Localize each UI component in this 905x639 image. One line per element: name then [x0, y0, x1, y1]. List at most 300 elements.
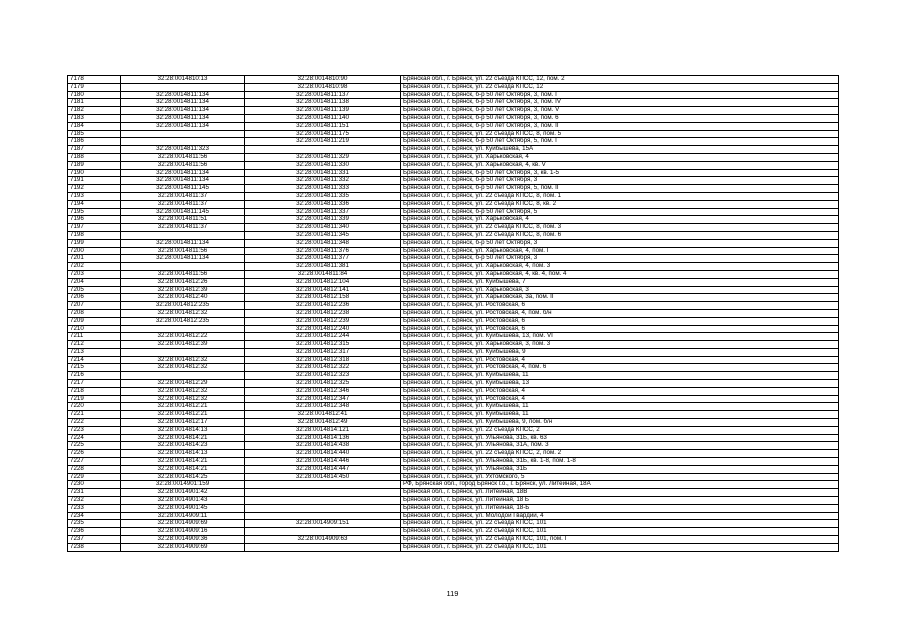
- table-row: [68, 419, 839, 427]
- address-cell: Брянская обл., г. Брянск, ул. Харьковская, 4: [401, 153, 839, 161]
- object-number-cell: 32:28:0014812:315: [245, 341, 401, 349]
- address-cell: Брянская обл., г. Брянск, ул. 22 съезда КПСС, 8, пом. 1: [401, 192, 839, 200]
- address-cell: Брянская обл., г. Брянск, ул. Харьковская, 4, кв. V: [401, 161, 839, 169]
- table-row: [68, 130, 839, 138]
- address-cell: Брянская обл., г. Брянск, ул. Ухтомского, 5: [401, 473, 839, 481]
- table-row: [68, 442, 839, 450]
- object-number-cell: 32:28:0014811:137: [245, 91, 401, 99]
- row-number-cell: 7210: [68, 325, 121, 333]
- row-number-cell: 7213: [68, 348, 121, 356]
- parcel-number-cell: [121, 231, 245, 239]
- parcel-number-cell: [121, 130, 245, 138]
- row-number-cell: 7195: [68, 208, 121, 216]
- row-number-cell: 7216: [68, 372, 121, 380]
- row-number-cell: 7227: [68, 458, 121, 466]
- address-cell: Брянская обл., г. Брянск, ул. Куйбышева, 13: [401, 380, 839, 388]
- row-number-cell: 7233: [68, 504, 121, 512]
- row-number-cell: 7189: [68, 161, 121, 169]
- object-number-cell: 32:28:0014814:440: [245, 450, 401, 458]
- table-row: [68, 177, 839, 185]
- address-cell: Брянская обл., г. Брянск, ул. Ульянова, 31Б, кв. 63: [401, 434, 839, 442]
- address-cell: Брянская обл., г. Брянск, ул. Ростовская, 4: [401, 387, 839, 395]
- row-number-cell: 7206: [68, 294, 121, 302]
- object-number-cell: 32:28:0014812:104: [245, 278, 401, 286]
- address-cell: Брянская обл., г. Брянск, ул. Куйбышева, 9, пом. б/н: [401, 419, 839, 427]
- object-number-cell: 32:28:0014811:333: [245, 185, 401, 193]
- table-row: [68, 403, 839, 411]
- table-row: [68, 263, 839, 271]
- object-number-cell: 32:28:0014812:41: [245, 411, 401, 419]
- row-number-cell: 7225: [68, 442, 121, 450]
- address-cell: Брянская обл., г. Брянск, ул. 22 съезда КПСС, 8, пом. 5: [401, 130, 839, 138]
- cadastral-table: [67, 75, 839, 552]
- row-number-cell: 7219: [68, 395, 121, 403]
- address-cell: Брянская обл., г. Брянск, ул. Харьковская, 4: [401, 216, 839, 224]
- parcel-number-cell: 32:28:0014812:32: [121, 387, 245, 395]
- object-number-cell: [245, 481, 401, 489]
- address-cell: Брянская обл., г. Брянск, ул. Ульянова, 31Б, кв. 1-8, пом. 1-8: [401, 458, 839, 466]
- parcel-number-cell: 32:28:0014810:13: [121, 76, 245, 84]
- row-number-cell: 7224: [68, 434, 121, 442]
- row-number-cell: 7190: [68, 169, 121, 177]
- table-row: [68, 473, 839, 481]
- table-row: [68, 286, 839, 294]
- table-row: [68, 333, 839, 341]
- parcel-number-cell: 32:28:0014811:134: [121, 169, 245, 177]
- parcel-number-cell: 32:28:0014811:37: [121, 224, 245, 232]
- object-number-cell: [245, 497, 401, 505]
- address-cell: Брянская обл., г. Брянск, ул. 22 съезда КПСС, 12, пом. 2: [401, 76, 839, 84]
- address-cell: Брянская обл., г. Брянск, б-р 50 лет Октября, 5: [401, 208, 839, 216]
- object-number-cell: [245, 146, 401, 154]
- object-number-cell: 32:28:0014909:63: [245, 536, 401, 544]
- parcel-number-cell: [121, 83, 245, 91]
- parcel-number-cell: 32:28:0014814:13: [121, 426, 245, 434]
- address-cell: Брянская обл., г. Брянск, ул. 22 съезда КПСС, 12: [401, 83, 839, 91]
- object-number-cell: 32:28:0014812:236: [245, 302, 401, 310]
- table-row: [68, 153, 839, 161]
- parcel-number-cell: 32:28:0014811:145: [121, 208, 245, 216]
- table-row: [68, 364, 839, 372]
- address-cell: Брянская обл., г. Брянск, ул. 22 съезда КПСС, 8, кв. 2: [401, 200, 839, 208]
- row-number-cell: 7226: [68, 450, 121, 458]
- table-row: [68, 161, 839, 169]
- address-cell: Брянская обл., г. Брянск, б-р 50 лет Октября, 3: [401, 255, 839, 263]
- parcel-number-cell: 32:28:0014811:56: [121, 247, 245, 255]
- table-row: [68, 99, 839, 107]
- address-cell: Брянская обл., г. Брянск, ул. 22 съезда КПСС, 101: [401, 520, 839, 528]
- parcel-number-cell: 32:28:0014812:26: [121, 278, 245, 286]
- object-number-cell: 32:28:0014814:447: [245, 465, 401, 473]
- object-number-cell: 32:28:0014811:381: [245, 263, 401, 271]
- address-cell: Брянская обл., г. Брянск, ул. Харьковская, 3: [401, 286, 839, 294]
- row-number-cell: 7221: [68, 411, 121, 419]
- address-cell: Брянская обл., г. Брянск, б-р 50 лет Октября, 3, пом. V: [401, 107, 839, 115]
- parcel-number-cell: 32:28:0014814:21: [121, 465, 245, 473]
- row-number-cell: 7215: [68, 364, 121, 372]
- object-number-cell: 32:28:0014812:244: [245, 333, 401, 341]
- table-row: [68, 114, 839, 122]
- address-cell: Брянская обл., г. Брянск, ул. Куйбышева, 9: [401, 348, 839, 356]
- row-number-cell: 7209: [68, 317, 121, 325]
- table-row: [68, 208, 839, 216]
- table-row: [68, 302, 839, 310]
- object-number-cell: 32:28:0014812:322: [245, 364, 401, 372]
- row-number-cell: 7236: [68, 528, 121, 536]
- table-row: [68, 341, 839, 349]
- parcel-number-cell: [121, 325, 245, 333]
- object-number-cell: [245, 504, 401, 512]
- address-cell: Брянская обл., г. Брянск, ул. Куйбышева, 13, пом. VI: [401, 333, 839, 341]
- object-number-cell: 32:28:0014811:345: [245, 231, 401, 239]
- row-number-cell: 7183: [68, 114, 121, 122]
- object-number-cell: 32:28:0014811:335: [245, 192, 401, 200]
- object-number-cell: 32:28:0014812:317: [245, 348, 401, 356]
- object-number-cell: 32:28:0014811:138: [245, 99, 401, 107]
- row-number-cell: 7203: [68, 270, 121, 278]
- object-number-cell: 32:28:0014810:98: [245, 83, 401, 91]
- row-number-cell: 7199: [68, 239, 121, 247]
- parcel-number-cell: 32:28:0014812:39: [121, 341, 245, 349]
- parcel-number-cell: 32:28:0014812:21: [121, 403, 245, 411]
- table-row: [68, 278, 839, 286]
- row-number-cell: 7193: [68, 192, 121, 200]
- table-row: [68, 83, 839, 91]
- table-row: [68, 395, 839, 403]
- table-row: [68, 192, 839, 200]
- parcel-number-cell: 32:28:0014812:29: [121, 380, 245, 388]
- table-row: [68, 146, 839, 154]
- object-number-cell: 32:28:0014811:84: [245, 270, 401, 278]
- parcel-number-cell: 32:28:0014812:39: [121, 286, 245, 294]
- row-number-cell: 7229: [68, 473, 121, 481]
- address-cell: Брянская обл., г. Брянск, ул. Харьковская, 4, кв. 4, пом. 4: [401, 270, 839, 278]
- parcel-number-cell: 32:28:0014811:323: [121, 146, 245, 154]
- address-cell: Брянская обл., г. Брянск, б-р 50 лет Октября, 3, пом. I: [401, 91, 839, 99]
- address-cell: Брянская обл., г. Брянск, ул. Куйбышева, 11: [401, 411, 839, 419]
- object-number-cell: 32:28:0014812:318: [245, 356, 401, 364]
- object-number-cell: 32:28:0014812:348: [245, 403, 401, 411]
- parcel-number-cell: 32:28:0014811:134: [121, 122, 245, 130]
- address-cell: Брянская обл., г. Брянск, ул. 22 съезда КПСС, 8, пом. 6: [401, 231, 839, 239]
- parcel-number-cell: 32:28:0014811:56: [121, 270, 245, 278]
- parcel-number-cell: 32:28:0014909:16: [121, 528, 245, 536]
- row-number-cell: 7200: [68, 247, 121, 255]
- parcel-number-cell: 32:28:0014812:22: [121, 333, 245, 341]
- row-number-cell: 7198: [68, 231, 121, 239]
- row-number-cell: 7201: [68, 255, 121, 263]
- parcel-number-cell: 32:28:0014901:159: [121, 481, 245, 489]
- parcel-number-cell: 32:28:0014812:32: [121, 395, 245, 403]
- object-number-cell: 32:28:0014811:377: [245, 255, 401, 263]
- address-cell: Брянская обл., г. Брянск, б-р 50 лет Октября, 3, пом. IV: [401, 99, 839, 107]
- parcel-number-cell: 32:28:0014811:37: [121, 192, 245, 200]
- object-number-cell: 32:28:0014811:331: [245, 169, 401, 177]
- row-number-cell: 7179: [68, 83, 121, 91]
- row-number-cell: 7194: [68, 200, 121, 208]
- object-number-cell: 32:28:0014909:151: [245, 520, 401, 528]
- parcel-number-cell: 32:28:0014811:134: [121, 91, 245, 99]
- address-cell: Брянская обл., г. Брянск, ул. Харьковская, 3, пом. 3: [401, 341, 839, 349]
- row-number-cell: 7185: [68, 130, 121, 138]
- parcel-number-cell: 32:28:0014901:45: [121, 504, 245, 512]
- row-number-cell: 7235: [68, 520, 121, 528]
- object-number-cell: 32:28:0014812:238: [245, 309, 401, 317]
- address-cell: Брянская обл., г. Брянск, ул. Ростовская, 4: [401, 356, 839, 364]
- row-number-cell: 7207: [68, 302, 121, 310]
- address-cell: Брянская обл., г. Брянск, ул. Ростовская, 6: [401, 325, 839, 333]
- table-row: [68, 450, 839, 458]
- parcel-number-cell: 32:28:0014814:21: [121, 434, 245, 442]
- parcel-number-cell: 32:28:0014812:17: [121, 419, 245, 427]
- address-cell: Брянская обл., г. Брянск, б-р 50 лет Октября, 3, пом. 6: [401, 114, 839, 122]
- row-number-cell: 7237: [68, 536, 121, 544]
- address-cell: Брянская обл., г. Брянск, ул. Ульянова, 31Б: [401, 465, 839, 473]
- parcel-number-cell: [121, 263, 245, 271]
- parcel-number-cell: 32:28:0014811:134: [121, 114, 245, 122]
- table-row: [68, 356, 839, 364]
- parcel-number-cell: 32:28:0014811:134: [121, 107, 245, 115]
- object-number-cell: 32:28:0014811:339: [245, 216, 401, 224]
- table-row: [68, 481, 839, 489]
- object-number-cell: 32:28:0014811:337: [245, 208, 401, 216]
- address-cell: Брянская обл., г. Брянск, ул. Харьковская, 4, пом. I: [401, 247, 839, 255]
- parcel-number-cell: 32:28:0014814:21: [121, 458, 245, 466]
- parcel-number-cell: 32:28:0014811:37: [121, 200, 245, 208]
- table-row: [68, 426, 839, 434]
- parcel-number-cell: 32:28:0014812:235: [121, 317, 245, 325]
- parcel-number-cell: 32:28:0014812:235: [121, 302, 245, 310]
- object-number-cell: 32:28:0014812:239: [245, 317, 401, 325]
- row-number-cell: 7184: [68, 122, 121, 130]
- row-number-cell: 7218: [68, 387, 121, 395]
- row-number-cell: 7178: [68, 76, 121, 84]
- table-row: [68, 465, 839, 473]
- parcel-number-cell: 32:28:0014812:32: [121, 356, 245, 364]
- address-cell: Брянская обл., г. Брянск, ул. Харьковская, 4, пом. 3: [401, 263, 839, 271]
- address-cell: Брянская обл., г. Брянск, ул. 22 съезда КПСС, 101: [401, 528, 839, 536]
- table-row: [68, 512, 839, 520]
- table-row: [68, 247, 839, 255]
- row-number-cell: 7205: [68, 286, 121, 294]
- parcel-number-cell: [121, 372, 245, 380]
- address-cell: РФ, Брянская обл., город Брянск г.о., г. Брянск, ул. Литейная, 18А: [401, 481, 839, 489]
- address-cell: Брянская обл., г. Брянск, ул. 22 съезда КПСС, 8, пом. 3: [401, 224, 839, 232]
- parcel-number-cell: 32:28:0014909:69: [121, 543, 245, 551]
- table-row: [68, 107, 839, 115]
- table-row: [68, 294, 839, 302]
- row-number-cell: 7202: [68, 263, 121, 271]
- table-row: [68, 372, 839, 380]
- parcel-number-cell: 32:28:0014811:56: [121, 153, 245, 161]
- table-body: [68, 76, 839, 552]
- table-row: [68, 309, 839, 317]
- object-number-cell: 32:28:0014811:336: [245, 200, 401, 208]
- parcel-number-cell: [121, 138, 245, 146]
- table-row: [68, 224, 839, 232]
- address-cell: Брянская обл., г. Брянск, ул. 22 съезда КПСС, 2, пом. 2: [401, 450, 839, 458]
- address-cell: Брянская обл., г. Брянск, ул. Ростовская, 6: [401, 317, 839, 325]
- table-row: [68, 380, 839, 388]
- address-cell: Брянская обл., г. Брянск, ул. Куйбышева, 11: [401, 372, 839, 380]
- address-cell: Брянская обл., г. Брянск, ул. 22 съезда КПСС, 2: [401, 426, 839, 434]
- object-number-cell: 32:28:0014814:450: [245, 473, 401, 481]
- row-number-cell: 7211: [68, 333, 121, 341]
- object-number-cell: 32:28:0014814:438: [245, 442, 401, 450]
- object-number-cell: 32:28:0014811:140: [245, 114, 401, 122]
- table-row: [68, 489, 839, 497]
- table-row: [68, 91, 839, 99]
- parcel-number-cell: 32:28:0014812:21: [121, 411, 245, 419]
- object-number-cell: 32:28:0014812:346: [245, 387, 401, 395]
- table-row: [68, 536, 839, 544]
- parcel-number-cell: 32:28:0014909:11: [121, 512, 245, 520]
- address-cell: Брянская обл., г. Брянск, ул. Литейная, 18В: [401, 489, 839, 497]
- parcel-number-cell: 32:28:0014901:43: [121, 497, 245, 505]
- address-cell: Брянская обл., г. Брянск, б-р 50 лет Октября, 3: [401, 177, 839, 185]
- parcel-number-cell: 32:28:0014814:23: [121, 442, 245, 450]
- table-row: [68, 348, 839, 356]
- address-cell: Брянская обл., г. Брянск, ул. Литейная, 18 Б: [401, 497, 839, 505]
- row-number-cell: 7186: [68, 138, 121, 146]
- object-number-cell: 32:28:0014811:329: [245, 153, 401, 161]
- row-number-cell: 7234: [68, 512, 121, 520]
- address-cell: Брянская обл., г. Брянск, ул. Куйбышева, 7: [401, 278, 839, 286]
- address-cell: Брянская обл., г. Брянск, б-р 50 лет Октября, 3: [401, 239, 839, 247]
- address-cell: Брянская обл., г. Брянск, б-р 50 лет Октября, 5, пом. II: [401, 185, 839, 193]
- parcel-number-cell: 32:28:0014811:134: [121, 239, 245, 247]
- row-number-cell: 7232: [68, 497, 121, 505]
- address-cell: Брянская обл., г. Брянск, б-р 50 лет Октября, 3, пом. II: [401, 122, 839, 130]
- table-row: [68, 434, 839, 442]
- table-row: [68, 239, 839, 247]
- object-number-cell: 32:28:0014812:323: [245, 372, 401, 380]
- table-row: [68, 411, 839, 419]
- row-number-cell: 7192: [68, 185, 121, 193]
- address-cell: Брянская обл., г. Брянск, ул. Ростовская, 4, пом. б/н: [401, 309, 839, 317]
- table-row: [68, 200, 839, 208]
- row-number-cell: 7208: [68, 309, 121, 317]
- object-number-cell: 32:28:0014811:139: [245, 107, 401, 115]
- parcel-number-cell: 32:28:0014909:69: [121, 520, 245, 528]
- parcel-number-cell: 32:28:0014814:25: [121, 473, 245, 481]
- address-cell: Брянская обл., г. Брянск, ул. Харьковская, 3а, пом. II: [401, 294, 839, 302]
- address-cell: Брянская обл., г. Брянск, ул. 22 съезда КПСС, 101: [401, 543, 839, 551]
- object-number-cell: 32:28:0014811:219: [245, 138, 401, 146]
- table-row: [68, 317, 839, 325]
- row-number-cell: 7180: [68, 91, 121, 99]
- table-row: [68, 185, 839, 193]
- table-row: [68, 520, 839, 528]
- address-cell: Брянская обл., г. Брянск, ул. Куйбышева, 15А: [401, 146, 839, 154]
- parcel-number-cell: 32:28:0014811:134: [121, 99, 245, 107]
- row-number-cell: 7223: [68, 426, 121, 434]
- object-number-cell: 32:28:0014814:121: [245, 426, 401, 434]
- object-number-cell: 32:28:0014812:347: [245, 395, 401, 403]
- row-number-cell: 7231: [68, 489, 121, 497]
- address-cell: Брянская обл., г. Брянск, ул. Ульянова, 31А, пом. 3: [401, 442, 839, 450]
- row-number-cell: 7204: [68, 278, 121, 286]
- table-row: [68, 216, 839, 224]
- table-row: [68, 528, 839, 536]
- object-number-cell: 32:28:0014811:376: [245, 247, 401, 255]
- object-number-cell: 32:28:0014812:325: [245, 380, 401, 388]
- row-number-cell: 7214: [68, 356, 121, 364]
- table-row: [68, 325, 839, 333]
- row-number-cell: 7222: [68, 419, 121, 427]
- row-number-cell: 7191: [68, 177, 121, 185]
- object-number-cell: 32:28:0014810:90: [245, 76, 401, 84]
- row-number-cell: 7212: [68, 341, 121, 349]
- object-number-cell: 32:28:0014811:348: [245, 239, 401, 247]
- object-number-cell: 32:28:0014811:151: [245, 122, 401, 130]
- row-number-cell: 7217: [68, 380, 121, 388]
- address-cell: Брянская обл., г. Брянск, ул. Литейная, 18-Б: [401, 504, 839, 512]
- address-cell: Брянская обл., г. Брянск, б-р 50 лет Октября, 3, кв. 1-5: [401, 169, 839, 177]
- parcel-number-cell: 32:28:0014811:134: [121, 177, 245, 185]
- table-row: [68, 270, 839, 278]
- row-number-cell: 7196: [68, 216, 121, 224]
- object-number-cell: [245, 543, 401, 551]
- parcel-number-cell: [121, 348, 245, 356]
- table-row: [68, 543, 839, 551]
- table-row: [68, 458, 839, 466]
- parcel-number-cell: 32:28:0014811:134: [121, 255, 245, 263]
- object-number-cell: 32:28:0014811:175: [245, 130, 401, 138]
- row-number-cell: 7220: [68, 403, 121, 411]
- object-number-cell: [245, 528, 401, 536]
- table-row: [68, 497, 839, 505]
- address-cell: Брянская обл., г. Брянск, ул. Молодой Гвардии, 4: [401, 512, 839, 520]
- table-row: [68, 231, 839, 239]
- object-number-cell: 32:28:0014814:136: [245, 434, 401, 442]
- parcel-number-cell: 32:28:0014812:32: [121, 309, 245, 317]
- row-number-cell: 7197: [68, 224, 121, 232]
- table-row: [68, 138, 839, 146]
- parcel-number-cell: 32:28:0014812:40: [121, 294, 245, 302]
- table-row: [68, 504, 839, 512]
- table-row: [68, 387, 839, 395]
- parcel-number-cell: 32:28:0014901:42: [121, 489, 245, 497]
- row-number-cell: 7230: [68, 481, 121, 489]
- row-number-cell: 7238: [68, 543, 121, 551]
- object-number-cell: 32:28:0014812:240: [245, 325, 401, 333]
- address-cell: Брянская обл., г. Брянск, ул. Ростовская, 6: [401, 302, 839, 310]
- row-number-cell: 7187: [68, 146, 121, 154]
- table-row: [68, 255, 839, 263]
- parcel-number-cell: 32:28:0014814:13: [121, 450, 245, 458]
- row-number-cell: 7182: [68, 107, 121, 115]
- address-cell: Брянская обл., г. Брянск, ул. Ростовская, 4, пом. 6: [401, 364, 839, 372]
- object-number-cell: 32:28:0014811:332: [245, 177, 401, 185]
- table-row: [68, 169, 839, 177]
- object-number-cell: 32:28:0014812:141: [245, 286, 401, 294]
- address-cell: Брянская обл., г. Брянск, ул. Ростовская, 4: [401, 395, 839, 403]
- table-row: [68, 122, 839, 130]
- object-number-cell: 32:28:0014811:330: [245, 161, 401, 169]
- row-number-cell: 7228: [68, 465, 121, 473]
- row-number-cell: 7181: [68, 99, 121, 107]
- address-cell: Брянская обл., г. Брянск, б-р 50 лет Октября, 5, пом. I: [401, 138, 839, 146]
- page-number: 119: [446, 589, 459, 598]
- object-number-cell: 32:28:0014811:340: [245, 224, 401, 232]
- parcel-number-cell: 32:28:0014811:56: [121, 161, 245, 169]
- object-number-cell: 32:28:0014812:158: [245, 294, 401, 302]
- object-number-cell: [245, 512, 401, 520]
- address-cell: Брянская обл., г. Брянск, ул. Куйбышева, 11: [401, 403, 839, 411]
- parcel-number-cell: 32:28:0014811:51: [121, 216, 245, 224]
- parcel-number-cell: 32:28:0014811:145: [121, 185, 245, 193]
